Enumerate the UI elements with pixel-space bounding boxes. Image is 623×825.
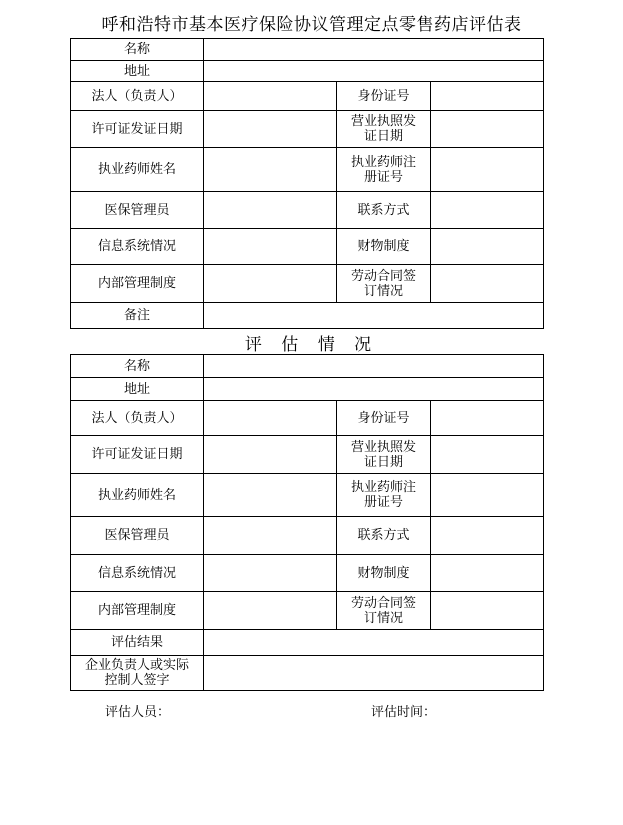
- finance-system-field[interactable]: [431, 555, 544, 592]
- evaluation-result-field[interactable]: [204, 630, 544, 656]
- business-license-date-label: 营业执照发 证日期: [337, 436, 431, 474]
- info-system-label: 信息系统情况: [71, 229, 204, 265]
- labor-contract-label: 劳动合同签 订情况: [337, 265, 431, 303]
- pharmacist-name-label: 执业药师姓名: [71, 148, 204, 192]
- signature-label: 企业负责人或实际 控制人签字: [71, 656, 204, 691]
- license-date-field[interactable]: [204, 111, 337, 148]
- license-date-field[interactable]: [204, 436, 337, 474]
- insurance-manager-field[interactable]: [204, 517, 337, 555]
- legal-person-label: 法人（负责人）: [71, 401, 204, 436]
- evaluation-time-label: 评估时间：: [371, 705, 437, 720]
- contact-label: 联系方式: [337, 517, 431, 555]
- license-date-label: 许可证发证日期: [71, 436, 204, 474]
- finance-system-label: 财物制度: [337, 229, 431, 265]
- address-field[interactable]: [204, 378, 544, 401]
- id-number-field[interactable]: [431, 401, 544, 436]
- name-field[interactable]: [204, 39, 544, 61]
- legal-person-label: 法人（负责人）: [71, 82, 204, 111]
- pharmacist-reg-field[interactable]: [431, 148, 544, 192]
- insurance-manager-label: 医保管理员: [71, 192, 204, 229]
- labor-contract-field[interactable]: [431, 592, 544, 630]
- remarks-field[interactable]: [204, 303, 544, 329]
- pharmacist-name-field[interactable]: [204, 474, 337, 517]
- info-system-field[interactable]: [204, 555, 337, 592]
- name-label: 名称: [71, 39, 204, 61]
- page-title: 呼和浩特市基本医疗保险协议管理定点零售药店评估表: [101, 15, 522, 35]
- insurance-manager-field[interactable]: [204, 192, 337, 229]
- pharmacist-reg-label: 执业药师注 册证号: [337, 474, 431, 517]
- remarks-label: 备注: [71, 303, 204, 329]
- info-system-field[interactable]: [204, 229, 337, 265]
- business-license-date-field[interactable]: [431, 111, 544, 148]
- evaluation-table: [70, 354, 544, 691]
- contact-label: 联系方式: [337, 192, 431, 229]
- finance-system-field[interactable]: [431, 229, 544, 265]
- pharmacist-reg-label: 执业药师注 册证号: [337, 148, 431, 192]
- name-field[interactable]: [204, 355, 544, 378]
- internal-management-label: 内部管理制度: [71, 592, 204, 630]
- business-license-date-field[interactable]: [431, 436, 544, 474]
- insurance-manager-label: 医保管理员: [71, 517, 204, 555]
- address-label: 地址: [71, 61, 204, 82]
- contact-field[interactable]: [431, 192, 544, 229]
- finance-system-label: 财物制度: [337, 555, 431, 592]
- pharmacist-name-label: 执业药师姓名: [71, 474, 204, 517]
- legal-person-field[interactable]: [204, 82, 337, 111]
- evaluation-result-label: 评估结果: [71, 630, 204, 656]
- id-number-field[interactable]: [431, 82, 544, 111]
- address-field[interactable]: [204, 61, 544, 82]
- pharmacist-name-field[interactable]: [204, 148, 337, 192]
- address-label: 地址: [71, 378, 204, 401]
- legal-person-field[interactable]: [204, 401, 337, 436]
- info-system-label: 信息系统情况: [71, 555, 204, 592]
- business-license-date-label: 营业执照发 证日期: [337, 111, 431, 148]
- pharmacist-reg-field[interactable]: [431, 474, 544, 517]
- section-title: 评 估 情 况: [244, 335, 379, 355]
- contact-field[interactable]: [431, 517, 544, 555]
- internal-management-label: 内部管理制度: [71, 265, 204, 303]
- internal-management-field[interactable]: [204, 592, 337, 630]
- signature-field[interactable]: [204, 656, 544, 691]
- internal-management-field[interactable]: [204, 265, 337, 303]
- id-number-label: 身份证号: [337, 82, 431, 111]
- labor-contract-field[interactable]: [431, 265, 544, 303]
- license-date-label: 许可证发证日期: [71, 111, 204, 148]
- pharmacy-info-table: [70, 38, 544, 329]
- labor-contract-label: 劳动合同签 订情况: [337, 592, 431, 630]
- id-number-label: 身份证号: [337, 401, 431, 436]
- name-label: 名称: [71, 355, 204, 378]
- evaluator-label: 评估人员：: [105, 705, 171, 720]
